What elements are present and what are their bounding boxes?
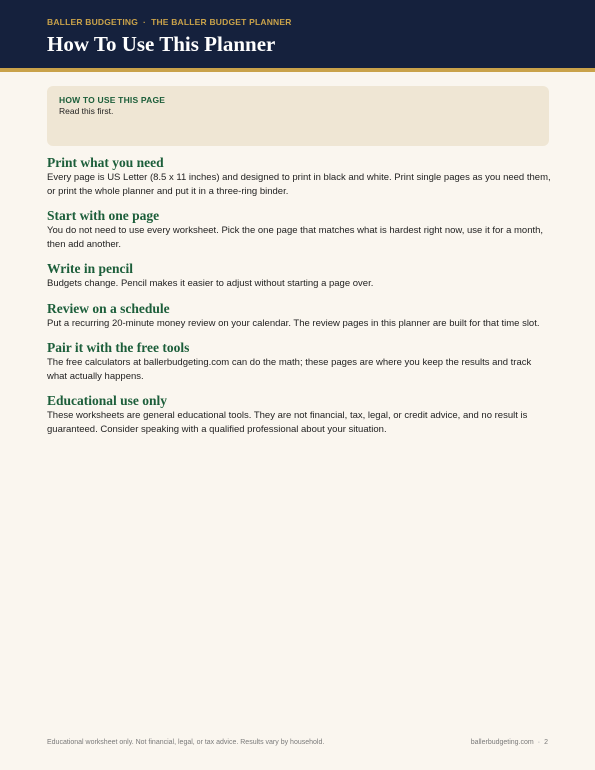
footer-separator: · — [537, 739, 541, 746]
section-tools — [47, 339, 551, 383]
page-header — [0, 0, 595, 68]
instruction-sections — [47, 154, 551, 445]
section-heading: Write in pencil — [47, 261, 133, 276]
footer-site-page — [471, 739, 548, 746]
section-heading: Print what you need — [47, 155, 164, 170]
series-name: THE BALLER BUDGET PLANNER — [151, 17, 292, 27]
section-body: You do not need to use every worksheet. Pick the one page that matches what is hardest right now, use it for a month, then add another. — [47, 225, 544, 250]
section-heading: Educational use only — [47, 393, 168, 408]
callout-label: HOW TO USE THIS PAGE — [59, 95, 166, 105]
section-body: Every page is US Letter (8.5 x 11 inches) and designed to print in black and white. Print single pages as you need them, or print the whole planner and put it in a three-ring binder. — [47, 172, 551, 197]
section-pencil — [47, 260, 551, 291]
brand-name: BALLER BUDGETING — [47, 17, 139, 27]
section-heading: Pair it with the free tools — [47, 340, 190, 355]
footer-disclaimer: Educational worksheet only. Not financial, legal, or tax advice. Results vary by household. — [47, 739, 325, 746]
page-title: How To Use This Planner — [47, 32, 276, 56]
section-heading: Review on a schedule — [47, 300, 170, 316]
section-start — [47, 207, 551, 251]
section-body: The free calculators at ballerbudgeting.com can do the math; these pages are where you keep the results and track what actually happens. — [47, 357, 532, 382]
section-educational — [47, 392, 551, 436]
footer-site: ballerbudgeting.com — [470, 739, 534, 746]
page-number: 2 — [544, 739, 548, 746]
section-body: These worksheets are general educational tools. They are not financial, tax, legal, or credit advice, and no result is guaranteed. Consider speaking with a qualified professional about your situation. — [47, 410, 528, 435]
how-to-callout — [47, 86, 549, 146]
callout-text: Read this first. — [59, 106, 114, 116]
section-review — [47, 300, 551, 331]
header-gold-rule — [0, 68, 595, 72]
section-heading: Start with one page — [47, 208, 160, 223]
section-body: Budgets change. Pencil makes it easier to adjust without starting a page over. — [47, 278, 374, 289]
section-body: Put a recurring 20-minute money review on your calendar. The review pages in this planner are built for that time slot. — [47, 317, 540, 329]
eyebrow-separator: · — [143, 17, 147, 27]
header-eyebrow — [47, 17, 292, 27]
section-print — [47, 154, 551, 198]
